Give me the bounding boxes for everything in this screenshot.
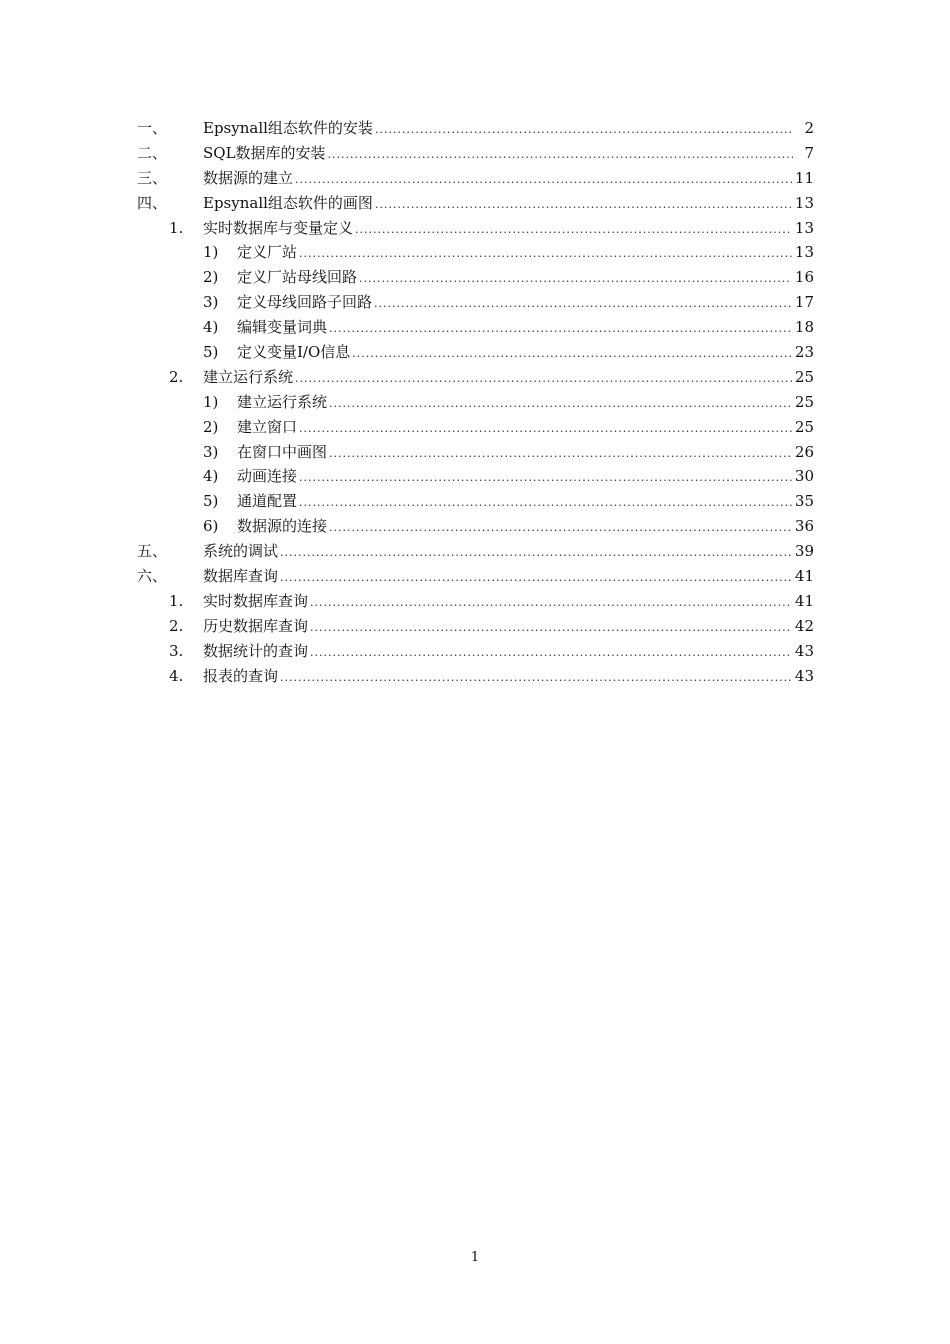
dot-leader bbox=[328, 143, 793, 168]
toc-entry-number: 四、 bbox=[137, 193, 168, 212]
toc-entry-title: 动画连接 bbox=[237, 467, 298, 486]
dot-leader bbox=[280, 566, 792, 591]
toc-entry-page: 39 bbox=[794, 542, 814, 561]
toc-entry[interactable] bbox=[0, 564, 950, 589]
toc-entry-number: 3) bbox=[203, 293, 219, 312]
toc-entry[interactable] bbox=[0, 440, 950, 465]
dot-leader bbox=[280, 541, 792, 566]
toc-entry-number: 二、 bbox=[137, 143, 168, 162]
toc-entry[interactable] bbox=[0, 589, 950, 614]
toc-entry-title: 历史数据库查询 bbox=[203, 616, 309, 635]
toc-entry-page: 35 bbox=[794, 492, 814, 511]
dot-leader bbox=[280, 666, 792, 691]
toc-entry-title: 系统的调试 bbox=[203, 542, 279, 561]
toc-entry-page: 13 bbox=[794, 243, 814, 262]
toc-entry[interactable] bbox=[0, 240, 950, 265]
toc-entry-page: 25 bbox=[794, 392, 814, 411]
toc-entry-page: 43 bbox=[794, 641, 814, 660]
toc-entry-title: 编辑变量词典 bbox=[237, 318, 328, 337]
toc-entry[interactable] bbox=[0, 315, 950, 340]
toc-entry-page: 18 bbox=[794, 318, 814, 337]
toc-entry-number: 1) bbox=[203, 392, 219, 411]
toc-entry-page: 41 bbox=[794, 567, 814, 586]
toc-entry-number: 6) bbox=[203, 517, 219, 536]
toc-entry-page: 25 bbox=[794, 367, 814, 386]
toc-entry-page: 36 bbox=[794, 517, 814, 536]
toc-entry-title: Epsynall组态软件的安装 bbox=[203, 119, 373, 137]
toc-entry-title: 数据源的建立 bbox=[203, 168, 294, 187]
toc-entry-page: 42 bbox=[794, 616, 814, 635]
dot-leader bbox=[299, 417, 792, 442]
toc-entry-number: 2) bbox=[203, 417, 219, 436]
toc-entry-number: 1) bbox=[203, 243, 219, 262]
toc-entry-number: 4) bbox=[203, 318, 219, 337]
toc-entry[interactable] bbox=[0, 141, 950, 166]
toc-entry[interactable] bbox=[0, 489, 950, 514]
toc-entry-title: 报表的查询 bbox=[203, 666, 279, 685]
dot-leader bbox=[310, 616, 792, 641]
dot-leader bbox=[310, 591, 792, 616]
dot-leader bbox=[329, 317, 792, 342]
toc-entry-title: 建立运行系统 bbox=[237, 392, 328, 411]
toc-entry-number: 1. bbox=[169, 591, 184, 610]
toc-entry-page: 23 bbox=[794, 343, 814, 362]
toc-entry-title: 定义母线回路子回路 bbox=[237, 293, 373, 312]
dot-leader bbox=[329, 516, 792, 541]
toc-entry-page: 25 bbox=[794, 417, 814, 436]
toc-entry[interactable] bbox=[0, 216, 950, 241]
toc-entry-title: Epsynall组态软件的画图 bbox=[203, 193, 373, 212]
toc-entry-number: 5) bbox=[203, 492, 219, 511]
dot-leader bbox=[329, 392, 792, 417]
toc-entry-number: 1. bbox=[169, 218, 184, 237]
toc-entry[interactable] bbox=[0, 365, 950, 390]
dot-leader bbox=[299, 491, 792, 516]
toc-entry-number: 2. bbox=[169, 616, 184, 635]
toc-entry-page: 41 bbox=[794, 591, 814, 610]
dot-leader bbox=[299, 466, 792, 491]
toc-entry-number: 5) bbox=[203, 343, 219, 362]
dot-leader bbox=[295, 367, 792, 392]
toc-entry-page: 43 bbox=[794, 666, 814, 685]
toc-entry-page: 16 bbox=[794, 268, 814, 287]
dot-leader bbox=[374, 292, 792, 317]
toc-entry-page: 26 bbox=[794, 442, 814, 461]
toc-entry[interactable] bbox=[0, 614, 950, 639]
toc-entry-title: 通道配置 bbox=[237, 492, 298, 511]
toc-entry-number: 4. bbox=[169, 666, 184, 685]
table-of-contents bbox=[0, 116, 950, 688]
toc-entry-number: 3. bbox=[169, 641, 184, 660]
dot-leader bbox=[352, 342, 792, 367]
toc-entry[interactable] bbox=[0, 265, 950, 290]
toc-entry-title: SQL数据库的安装 bbox=[203, 143, 326, 162]
toc-entry-title: 数据源的连接 bbox=[237, 517, 328, 536]
toc-entry[interactable] bbox=[0, 340, 950, 365]
toc-entry-title: 建立窗口 bbox=[237, 417, 298, 436]
dot-leader bbox=[299, 242, 792, 267]
toc-entry-number: 一、 bbox=[137, 119, 168, 137]
toc-entry-title: 建立运行系统 bbox=[203, 367, 294, 386]
toc-entry-title: 实时数据库与变量定义 bbox=[203, 218, 354, 237]
page-number: 1 bbox=[470, 1250, 480, 1265]
toc-entry-number: 2. bbox=[169, 367, 184, 386]
toc-entry[interactable] bbox=[0, 390, 950, 415]
toc-entry[interactable] bbox=[0, 191, 950, 216]
toc-entry-number: 3) bbox=[203, 442, 219, 461]
toc-entry-title: 定义变量I/O信息 bbox=[237, 343, 351, 362]
toc-entry[interactable] bbox=[0, 639, 950, 664]
toc-entry-page: 2 bbox=[804, 119, 814, 137]
toc-entry-number: 三、 bbox=[137, 168, 168, 187]
toc-entry-page: 30 bbox=[794, 467, 814, 486]
toc-entry-number: 六、 bbox=[137, 567, 168, 586]
dot-leader bbox=[359, 267, 792, 292]
toc-entry-number: 4) bbox=[203, 467, 219, 486]
toc-entry[interactable] bbox=[0, 415, 950, 440]
toc-entry-number: 2) bbox=[203, 268, 219, 287]
toc-entry-page: 17 bbox=[794, 293, 814, 312]
toc-entry[interactable] bbox=[0, 464, 950, 489]
toc-entry-title: 在窗口中画图 bbox=[237, 442, 328, 461]
toc-entry[interactable] bbox=[0, 116, 950, 141]
toc-entry-page: 11 bbox=[794, 168, 814, 187]
toc-entry[interactable] bbox=[0, 166, 950, 191]
toc-entry[interactable] bbox=[0, 290, 950, 315]
toc-entry-title: 定义厂站母线回路 bbox=[237, 268, 358, 287]
toc-entry-title: 数据库查询 bbox=[203, 567, 279, 586]
toc-entry-page: 7 bbox=[804, 143, 814, 162]
toc-entry-title: 实时数据库查询 bbox=[203, 591, 309, 610]
toc-entry-title: 定义厂站 bbox=[237, 243, 298, 262]
toc-entry-number: 五、 bbox=[137, 542, 168, 561]
toc-entry[interactable] bbox=[0, 664, 950, 689]
toc-entry-title: 数据统计的查询 bbox=[203, 641, 309, 660]
dot-leader bbox=[375, 118, 793, 143]
dot-leader bbox=[310, 641, 792, 666]
dot-leader bbox=[355, 218, 792, 243]
dot-leader bbox=[295, 168, 792, 193]
toc-entry[interactable] bbox=[0, 539, 950, 564]
toc-entry-page: 13 bbox=[794, 193, 814, 212]
toc-entry[interactable] bbox=[0, 514, 950, 539]
dot-leader bbox=[329, 442, 792, 467]
dot-leader bbox=[375, 193, 792, 218]
toc-entry-page: 13 bbox=[794, 218, 814, 237]
